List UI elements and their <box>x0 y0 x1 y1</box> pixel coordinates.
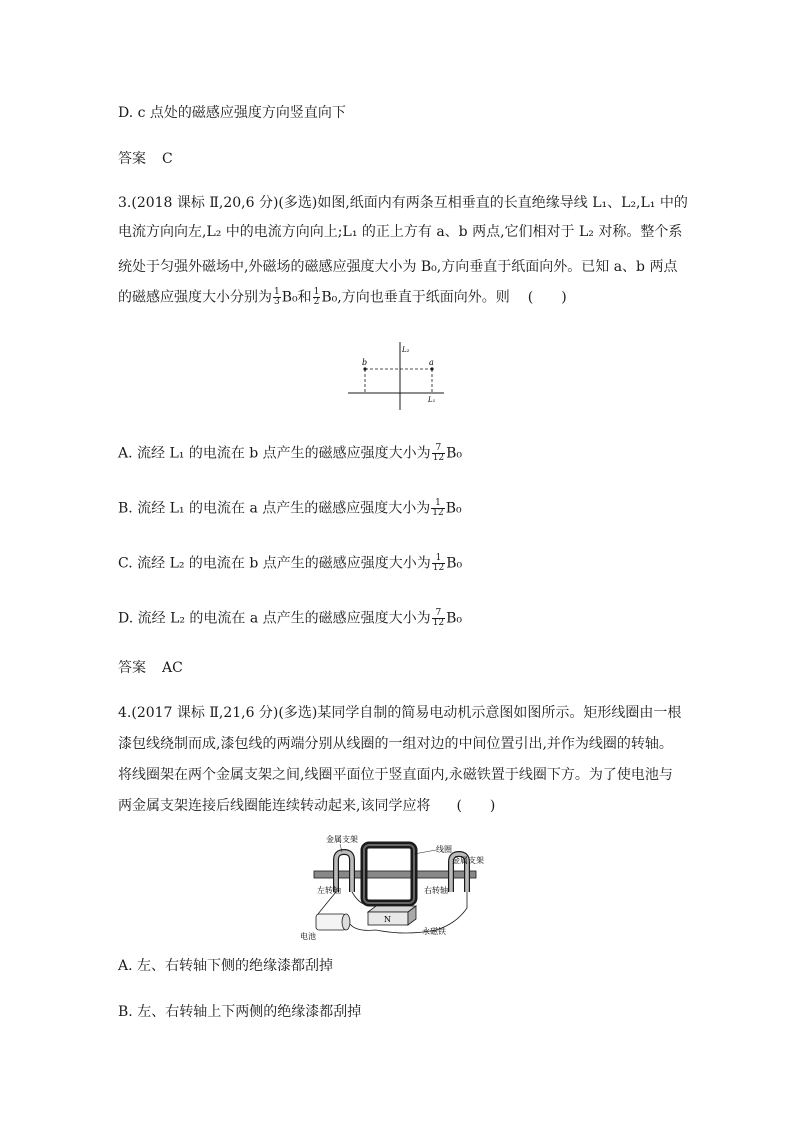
and-word: 和 <box>297 289 312 306</box>
q3-line4-pre: 的磁感应强度大小分别为 <box>118 289 272 306</box>
label-battery: 电池 <box>300 932 316 941</box>
q3-option-c[interactable]: C. 流经 L₂ 的电流在 b 点产生的磁感应强度大小为 $\frac{1}{12}$ B₀ <box>118 553 463 573</box>
option-d-prev: D. c 点处的磁感应强度方向竖直向下 <box>118 105 346 121</box>
label-l1: L₁ <box>428 396 436 404</box>
q3-number: 3. <box>118 195 132 211</box>
fraction-one-half: $\frac{1}{2}$ <box>313 287 320 307</box>
q3-line1-text: 如图,纸面内有两条互相垂直的长直绝缘导线 L₁、L₂,L₁ 中的 <box>317 195 688 211</box>
battery-icon <box>316 914 346 930</box>
label-l2: L₂ <box>402 346 410 354</box>
q3-source: (2018 课标 Ⅱ,20,6 分) <box>131 195 279 211</box>
label-metal-bracket-right: 金属支架 <box>452 856 484 865</box>
q4-line-1: 4.(2017 课标 Ⅱ,21,6 分)(多选)某同学自制的简易电动机示意图如图所示。矩形线圈由一根 <box>118 705 682 721</box>
q4-line-2: 漆包线绕制而成,漆包线的两端分别从线圈的一组对边的中间位置引出,并作为线圈的转轴。 <box>118 736 673 752</box>
answer-label: 答案 <box>118 660 146 676</box>
answer-value: AC <box>162 660 183 676</box>
q3-line-2: 电流方向向左,L₂ 中的电流方向向上;L₁ 的正上方有 a、b 两点,它们相对于 L₂ 对称。整个系 <box>118 224 683 240</box>
q3-line-3: 统处于匀强外磁场中,外磁场的磁感应强度大小为 B₀,方向垂直于纸面向外。已知 a、b 两点 <box>118 259 678 275</box>
point-b <box>363 367 366 370</box>
label-magnet: 永磁铁 <box>422 927 446 936</box>
q4-option-a[interactable]: A. 左、右转轴下侧的绝缘漆都刮掉 <box>118 958 334 974</box>
label-a: a <box>429 358 434 367</box>
q4-option-b[interactable]: B. 左、右转轴上下两侧的绝缘漆都刮掉 <box>118 1004 362 1020</box>
q4-line4-text: 两金属支架连接后线圈能连续转动起来,该同学应将 <box>118 798 431 814</box>
q3-wire-diagram <box>340 338 450 410</box>
motor-diagram <box>296 832 502 946</box>
q3-option-a[interactable]: A. 流经 L₁ 的电流在 b 点产生的磁感应强度大小为 $\frac{7}{12}$ B₀ <box>118 443 463 463</box>
label-b: b <box>362 358 368 367</box>
b0-symbol: B₀ <box>281 289 298 306</box>
label-left-axle: 左转轴 <box>317 886 341 895</box>
point-a <box>430 367 433 370</box>
q4-line-3: 将线圈架在两个金属支架之间,线圈平面位于竖直面内,永磁铁置于线圈下方。为了使电池与 <box>118 767 673 783</box>
answer-bracket: ( ) <box>527 289 567 306</box>
q3-line4-post: ,方向也垂直于纸面向外。则 <box>337 289 510 306</box>
answer-prev <box>118 150 173 168</box>
label-coil: 线圈 <box>436 845 452 854</box>
q3-line-1 <box>118 194 688 212</box>
q4-line-4 <box>118 797 495 815</box>
label-metal-bracket-left: 金属支架 <box>326 835 358 844</box>
answer-value: C <box>162 151 173 167</box>
b0-symbol: B₀ <box>321 289 338 306</box>
answer-bracket: ( ) <box>456 798 496 814</box>
q3-line-4 <box>118 288 567 307</box>
label-right-axle: 右转轴 <box>424 886 448 895</box>
q3-option-b[interactable]: B. 流经 L₁ 的电流在 a 点产生的磁感应强度大小为 $\frac{1}{12}$ B₀ <box>118 498 462 518</box>
answer-label: 答案 <box>118 151 146 167</box>
q3-option-d[interactable]: D. 流经 L₂ 的电流在 a 点产生的磁感应强度大小为 $\frac{7}{12}$ B₀ <box>118 608 463 628</box>
q3-type: (多选) <box>278 195 318 211</box>
magnet-n-label: N <box>384 915 391 924</box>
fraction-one-third: $\frac{1}{3}$ <box>274 287 280 307</box>
answer-q3 <box>118 659 183 677</box>
wire-left <box>318 892 336 914</box>
